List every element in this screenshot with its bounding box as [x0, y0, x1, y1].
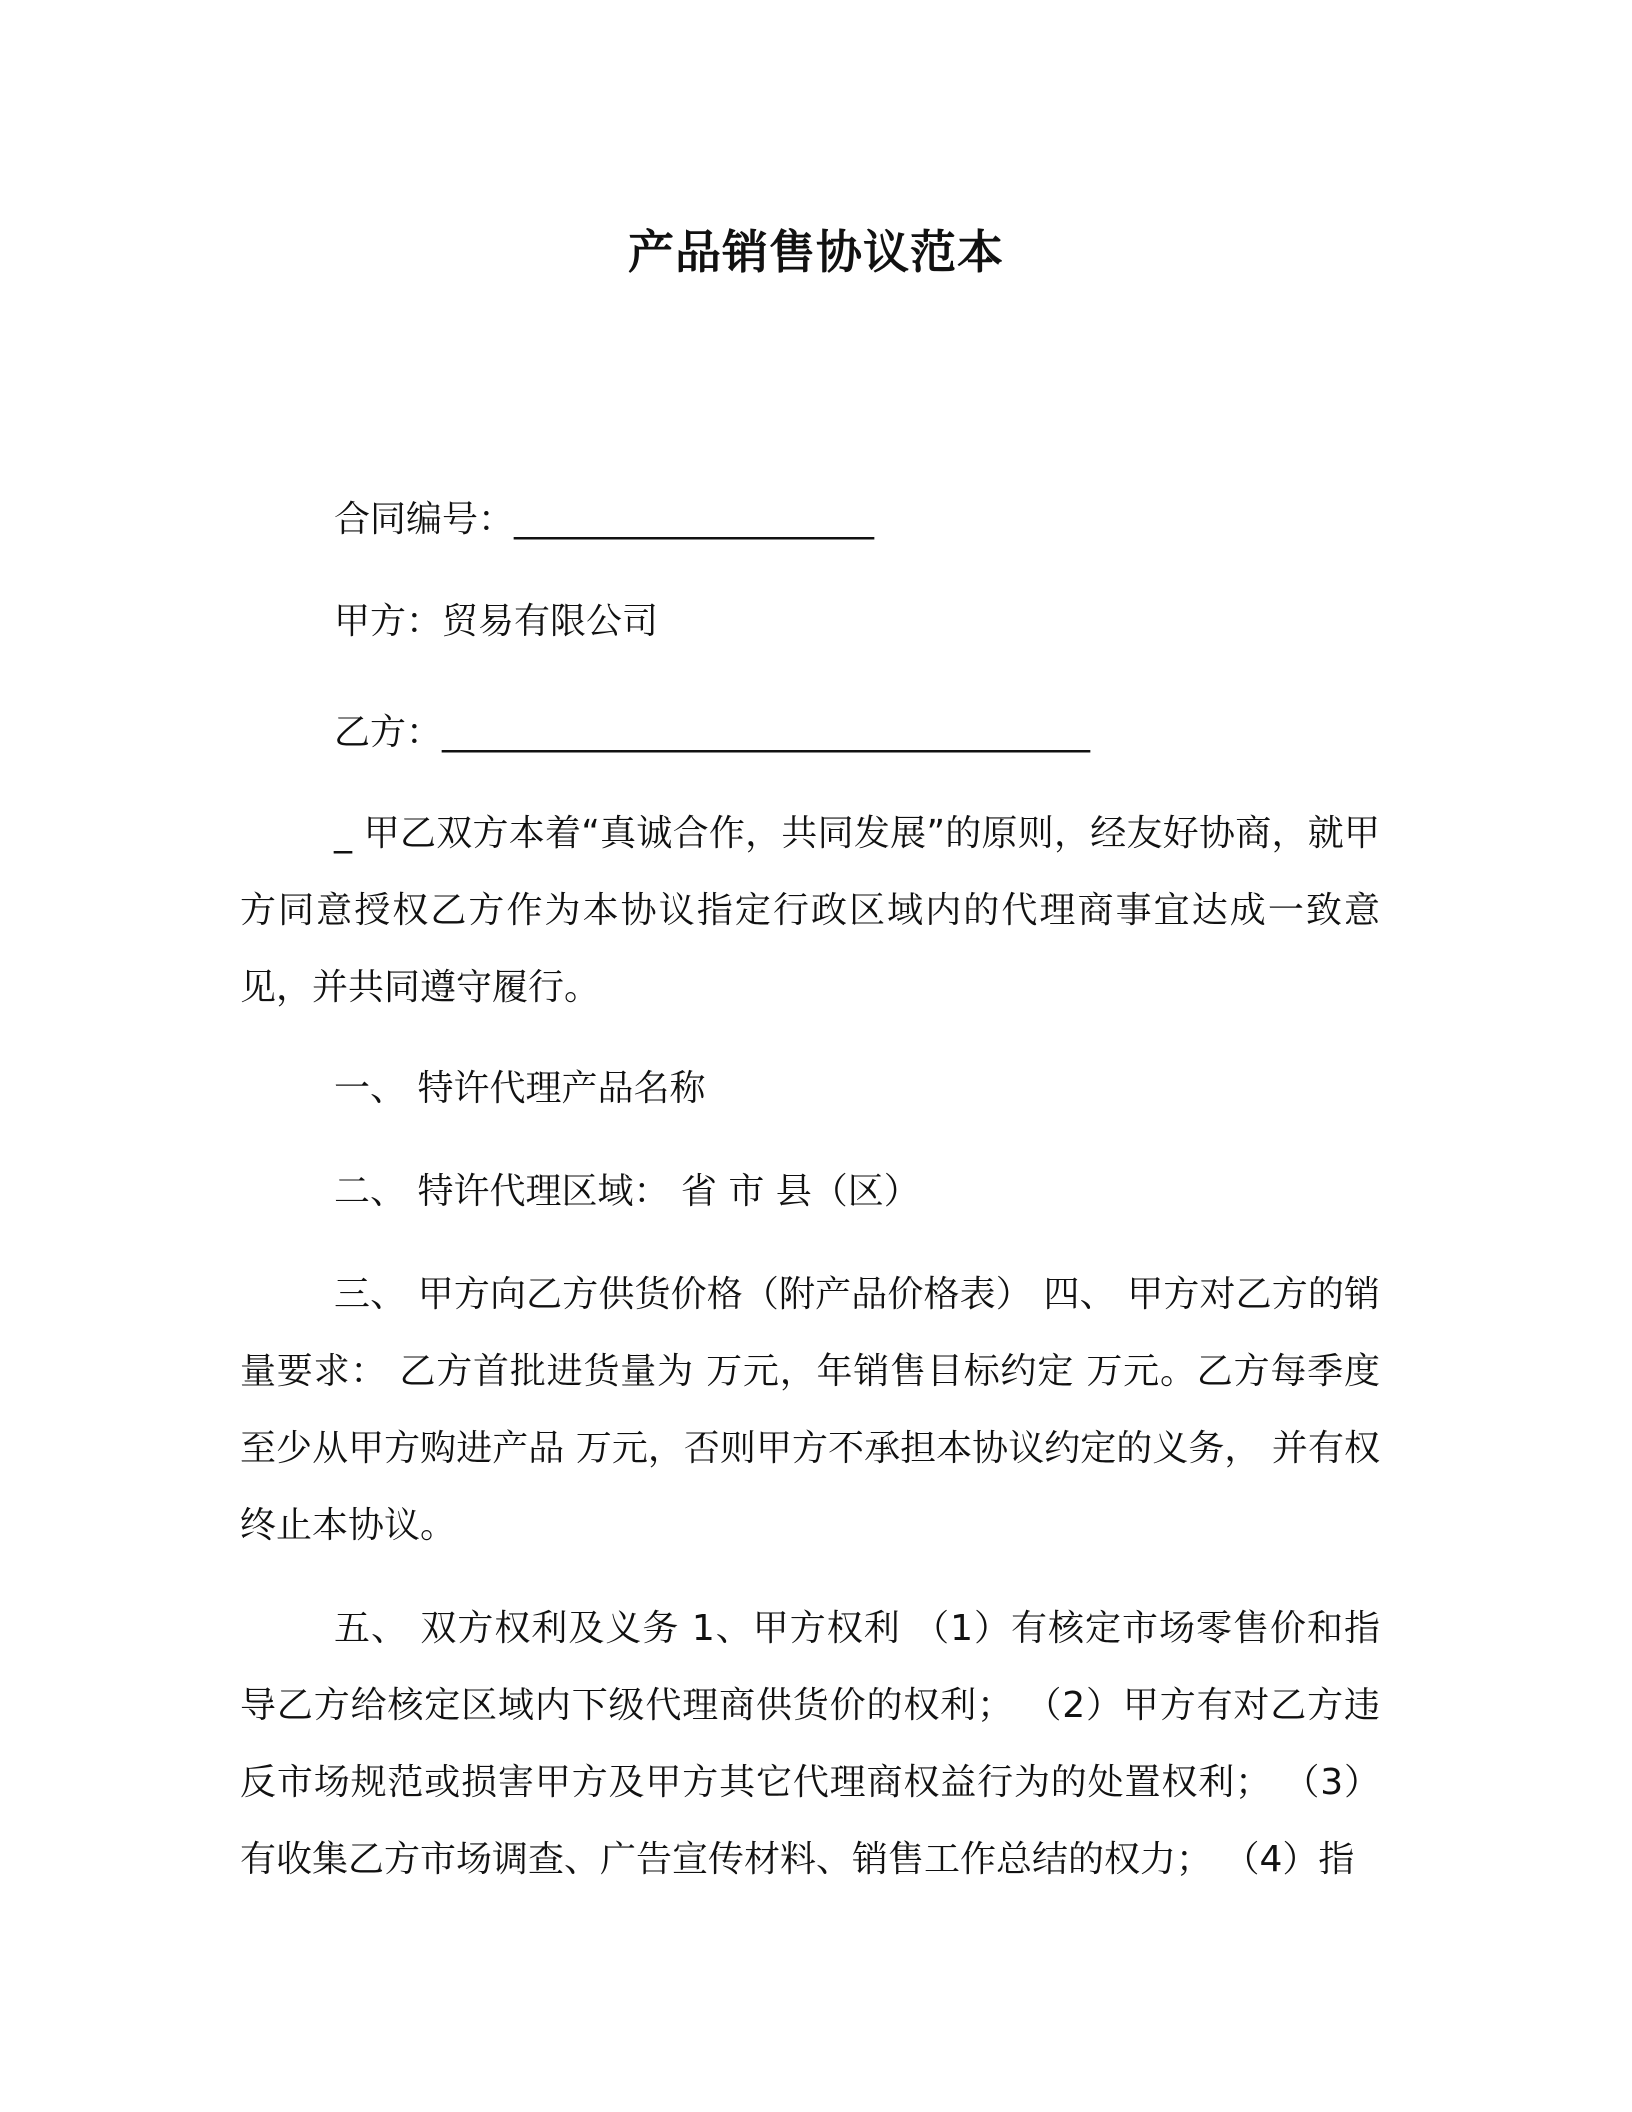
- intro-paragraph: _ 甲乙双方本着“真诚合作，共同发展”的原则，经友好协商，就甲方同意授权乙方作为本协议指定行政区域内的代理商事宜达成一致意见，并共同遵守履行。: [240, 813, 1380, 1008]
- section-5-paragraph: 五、 双方权利及义务 1、甲方权利 （1）有核定市场零售价和指导乙方给核定区域内下级代理商供货价的权利； （2）甲方有对乙方违反市场规范或损害甲方及甲方其它代理商权益行为的处置权利； （3）有收集乙方市场调查、广告宣传材料、销售工作总结的权力； （4）指: [240, 1608, 1380, 1880]
- section-1-heading: 一、 特许代理产品名称: [334, 1068, 706, 1109]
- party-a-field: 甲方：贸易有限公司: [334, 601, 659, 642]
- contract-number-field: 合同编号：____________________: [334, 499, 875, 540]
- party-b-field: 乙方：____________________________________: [334, 712, 1091, 753]
- section-3-4-paragraph: 三、 甲方向乙方供货价格（附产品价格表） 四、 甲方对乙方的销量要求： 乙方首批进货量为 万元，年销售目标约定 万元。乙方每季度至少从甲方购进产品 万元，否则甲方不承担本协议约定的义务， 并有权终止本协议。: [240, 1274, 1380, 1546]
- document-title: 产品销售协议范本: [628, 225, 1004, 279]
- section-2-heading: 二、 特许代理区域： 省 市 县（区）: [334, 1171, 920, 1212]
